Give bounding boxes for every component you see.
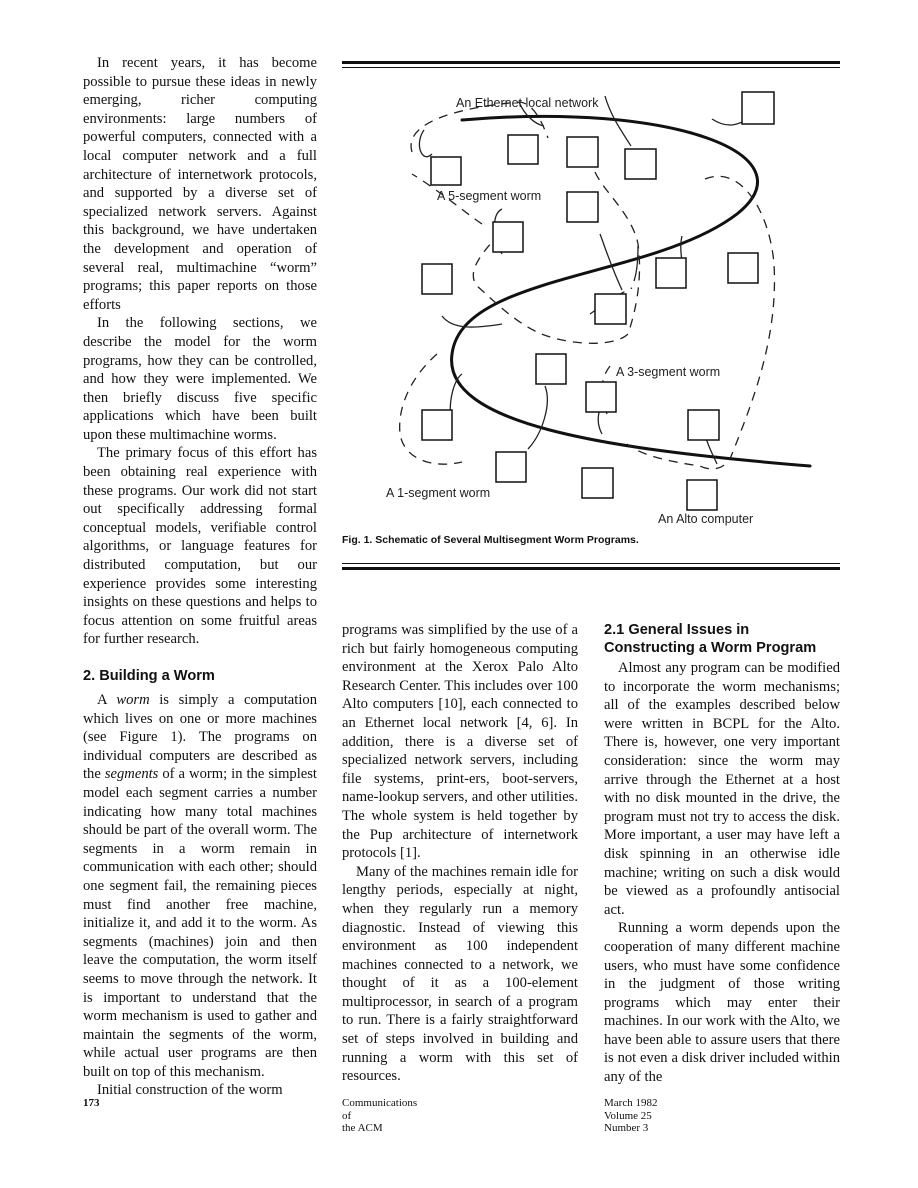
label-three-segment-worm: A 3-segment worm [616, 365, 721, 379]
alto-computer-box [496, 452, 526, 482]
tap [600, 234, 622, 290]
term-segments: segments [104, 766, 159, 783]
alto-computer-box [625, 149, 656, 179]
figure-bottom-rule-thin [342, 563, 840, 564]
text-run: A [97, 692, 117, 708]
tap [634, 246, 638, 281]
paragraph-idle-machines: Many of the machines remain idle for lengthy periods, especially at night, when they regularly run a memory diagnostic. Instead of viewing this environment as 100 independent machines connected to a network, we thought of it as a 100-element multiprocessor, in search of a program to run. There is a fairly straightforward set of steps involved in building and running a worm with this set of resources. [342, 863, 578, 1085]
alto-computer-box [586, 382, 616, 412]
journal-line: the ACM [342, 1122, 383, 1134]
alto-computer-box [536, 354, 566, 384]
figure-top-rule-thin [342, 67, 840, 68]
alto-computer-box [728, 253, 758, 283]
figure-bottom-rule-thick [342, 567, 840, 570]
issue-info [604, 1097, 657, 1135]
alto-computer-box [687, 480, 717, 510]
section-heading-general-issues: 2.1 General Issues in Constructing a Worm Program [604, 622, 817, 656]
section-heading-building-a-worm: 2. Building a Worm [83, 668, 215, 684]
issue-date: March 1982 [604, 1097, 658, 1109]
paragraph-following-sections: In the following sections, we describe the model for the worm programs, how they can be controlled, and how they were implemented. We then briefly discuss five specific applications which have been built upon these multimachine worms. [83, 315, 317, 443]
journal-name [342, 1097, 417, 1135]
alto-computer-box [567, 192, 598, 222]
label-ethernet: An Ethernet local network [456, 96, 599, 110]
label-alto-computer: An Alto computer [658, 512, 754, 526]
paragraph-worm-definition [83, 691, 317, 1081]
alto-computer-box [567, 137, 598, 167]
alto-computer-box [508, 135, 538, 164]
alto-computer-box [431, 157, 461, 185]
figure-svg [342, 74, 840, 534]
paragraph-cooperation: Running a worm depends upon the cooperation of many different machine users, who must have some confidence in the judgment of those writing programs which may enter their machines. In our work with the Alto, we have been able to assure users that there is not even a disk driver included within any of the [604, 920, 840, 1086]
figure-top-rule-thick [342, 61, 840, 64]
text-run: is simply a computation which lives on one or more machines (see Figure 1). The programs on individual computers are described as the [83, 692, 317, 783]
alto-computer-box [422, 264, 452, 294]
issue-volume: Volume 25 [604, 1109, 652, 1122]
paragraph-intro: In recent years, it has become possible to pursue these ideas in newly emerging, richer computing environments: large numbers of powerful computers, connected with a local computer network and a full architecture of internetwork protocols, and supported by a diverse set of specialized network servers. Against this background, we have undertaken the development and operation of several real, multimachine “worm” programs; this paper reports on those efforts [83, 55, 317, 313]
figure-worm-schematic [342, 74, 840, 544]
alto-computer-box [688, 410, 719, 440]
issue-number: Number 3 [604, 1122, 649, 1134]
left-column [83, 54, 317, 1100]
tap [528, 386, 547, 449]
middle-column [342, 621, 578, 1086]
alto-computer-box [422, 410, 452, 440]
paragraph-initial-construction: Initial construction of the worm [97, 1082, 283, 1099]
page-number: 173 [83, 1097, 100, 1109]
paragraph-disk-consideration: Almost any program can be modified to incorporate the worm mechanisms; all of the examples described below were written in BCPL for the Alto. There is, however, one very important consideration: since the worm may arrive through the Ethernet at a host with no disk mounted in the drive, the program must not try to access the disk. More important, a user may have left a disk spinning in an otherwise idle machine; writing on such a disk would be viewed as a profoundly antisocial act. [604, 660, 840, 918]
text-run: of a worm; in the simplest model each segment carries a number indicating how many total machines should be part of the overall worm. The segments in a worm remain in communication with each other; should one segment fail, the remaining pieces must find another free machine, initialize it, and add it to the worm. As segments (machines) join and then leave the computation, the worm itself seems to move through the network. It is important to understand that the worm mechanism is used to gather and maintain the segments of the worm, while actual user programs are then built on top of this mechanism. [83, 766, 317, 1080]
alto-computer-box [493, 222, 523, 252]
journal-line: Communications [342, 1097, 418, 1109]
label-five-segment-worm: A 5-segment worm [437, 189, 542, 203]
journal-line: of [342, 1109, 352, 1122]
paragraph-primary-focus: The primary focus of this effort has been obtaining real experience with these programs. Our work did not start out specifically addressing formal conceptual models, verifiable control algorithms, or language features for distributed computation, but our experience provides some interesting insights on these questions and helps to focus attention on some fruitful areas for further research. [83, 445, 317, 648]
right-column [604, 621, 840, 1087]
label-one-segment-worm: A 1-segment worm [386, 486, 491, 500]
alto-computer-box [656, 258, 686, 288]
term-worm: worm [116, 692, 150, 708]
alto-computer-box [742, 92, 774, 124]
tap [419, 130, 432, 157]
alto-computer-box [582, 468, 613, 498]
paragraph-environment: programs was simplified by the use of a rich but fairly homogeneous computing environment at the Xerox Palo Alto Research Center. This includes over 100 Alto computers [10], each connected to an Ethernet local network [4, 6]. In addition, there is a diverse set of specialized network servers, including file systems, print-ers, boot-servers, name-lookup servers, and other utilities. The whole system is held together by the Pup architecture of internetwork protocols [1]. [342, 622, 578, 862]
figure-caption: Fig. 1. Schematic of Several Multisegment Worm Programs. [342, 534, 639, 546]
alto-computer-box [595, 294, 626, 324]
